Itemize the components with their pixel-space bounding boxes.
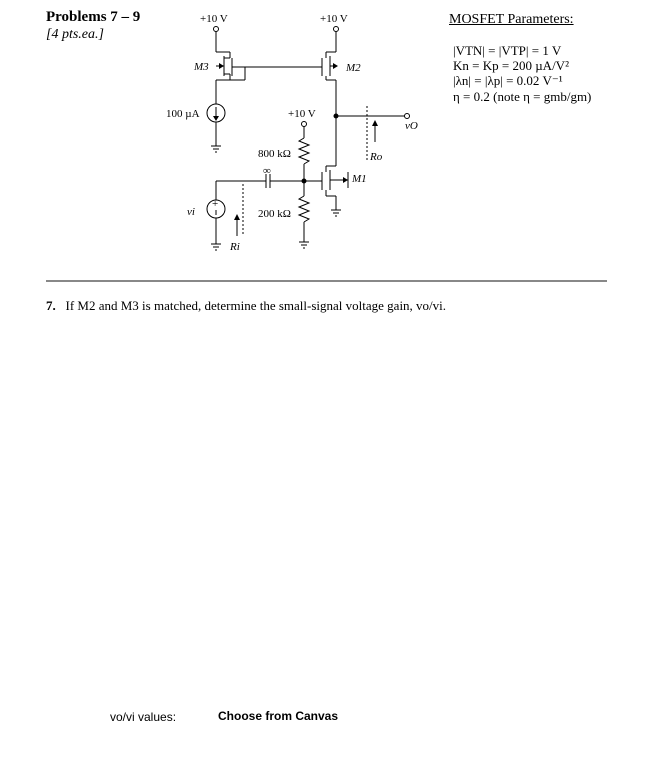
supply-m2-label: +10 V (320, 13, 348, 25)
parameter-lambda: |λn| = |λp| = 0.02 V⁻¹ (453, 73, 563, 88)
question-text: If M2 and M3 is matched, determine the small-signal voltage gain, vo/vi. (65, 298, 447, 313)
points-note: [4 pts.ea.] (46, 27, 104, 42)
parameter-vt: |VTN| = |VTP| = 1 V (453, 43, 562, 58)
m2-arrow-icon (333, 63, 338, 69)
m3-arrow-icon (219, 63, 224, 69)
page-title: Problems 7 – 9 (46, 9, 141, 25)
ro-label: Ro (370, 151, 383, 163)
parameter-k: Kn = Kp = 200 µA/V² (453, 58, 569, 73)
m1-label: M1 (352, 173, 367, 185)
question-number: 7. (46, 298, 56, 313)
current-source-label: 100 µA (166, 108, 200, 120)
vi-label: vi (187, 206, 195, 218)
resistor-200k (299, 196, 309, 222)
parameters-title: MOSFET Parameters: (449, 12, 574, 27)
m3-label: M3 (194, 61, 209, 73)
section-divider (46, 280, 607, 282)
answer-label: vo/vi values: (110, 710, 177, 724)
circuit-diagram (0, 0, 670, 270)
resistor-200k-label: 200 kΩ (258, 208, 291, 220)
svg-text:+: + (212, 198, 219, 210)
supply-m3-label: +10 V (200, 13, 228, 25)
parameter-eta: η = 0.2 (note η = gmb/gm) (453, 89, 592, 104)
question-7 (46, 298, 446, 314)
capacitor-label: ∞ (263, 165, 271, 177)
supply-m3-node (214, 27, 219, 32)
ri-label: Ri (230, 241, 240, 253)
vo-label: vO (405, 120, 418, 132)
resistor-800k-label: 800 kΩ (258, 148, 291, 160)
resistor-800k (299, 138, 309, 164)
answer-dropdown[interactable]: Choose from Canvas (218, 709, 339, 723)
supply-divider-label: +10 V (288, 108, 316, 120)
m2-label: M2 (346, 62, 361, 74)
